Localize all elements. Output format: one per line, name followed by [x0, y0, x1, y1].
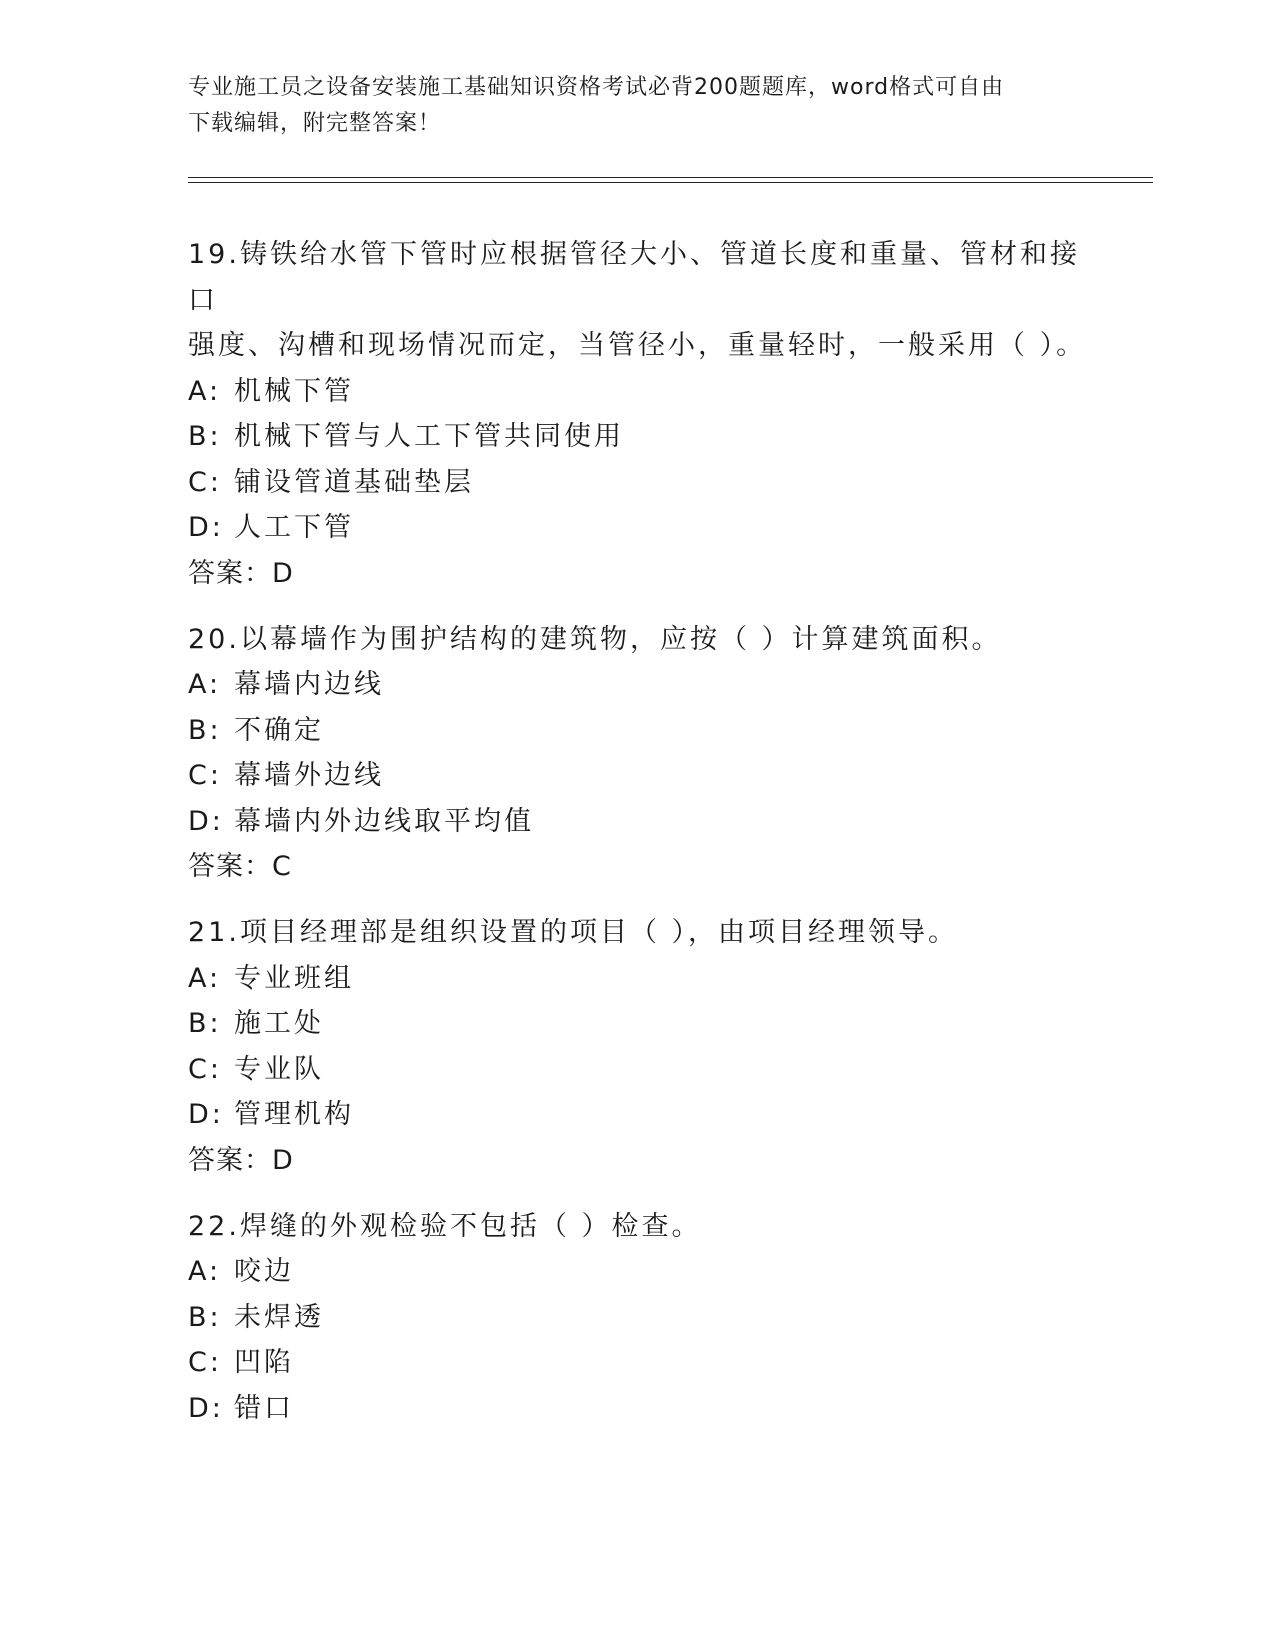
option-text: 专业班组: [234, 962, 354, 994]
option-text: 机械下管: [234, 375, 354, 407]
answer-label: 答案：D: [188, 1144, 294, 1176]
question-list: [188, 232, 1088, 1451]
option-text: 幕墙外边线: [234, 760, 384, 791]
option-text: 凹陷: [234, 1347, 294, 1378]
option-c: [188, 1340, 1088, 1386]
question-19: [188, 232, 1088, 597]
option-c: [188, 460, 1088, 506]
option-letter: D:: [188, 1392, 224, 1424]
question-20: [188, 617, 1088, 891]
option-text: 施工处: [234, 1008, 324, 1039]
question-stem-line: 22.焊缝的外观检验不包括（ ）检查。: [188, 1210, 702, 1242]
header-divider-bottom: [188, 182, 1153, 183]
option-letter: C:: [188, 466, 222, 498]
option-letter: B:: [188, 1008, 222, 1039]
question-22: [188, 1204, 1088, 1432]
option-letter: A:: [188, 1256, 222, 1287]
option-text: 人工下管: [234, 512, 354, 543]
answer-label: 答案：C: [188, 851, 292, 882]
option-d: [188, 799, 1088, 845]
option-letter: D:: [188, 805, 224, 837]
option-letter: D:: [188, 512, 224, 543]
option-letter: B:: [188, 1301, 222, 1333]
option-b: [188, 1001, 1088, 1047]
question-stem-line: 强度、沟槽和现场情况而定，当管径小，重量轻时，一般采用（ ）。: [188, 330, 1087, 361]
option-d: [188, 1386, 1088, 1432]
header-line-2: 下载编辑，附完整答案！: [188, 111, 442, 136]
option-text: 幕墙内边线: [234, 669, 384, 700]
option-letter: A:: [188, 962, 222, 994]
document-header: [188, 70, 1088, 142]
option-b: [188, 414, 1088, 460]
option-text: 不确定: [234, 714, 324, 746]
option-text: 幕墙内外边线取平均值: [234, 805, 534, 837]
option-letter: B:: [188, 714, 222, 746]
option-letter: A:: [188, 375, 222, 407]
option-letter: C:: [188, 760, 222, 791]
option-c: [188, 1047, 1088, 1093]
option-letter: C:: [188, 1347, 222, 1378]
option-a: [188, 369, 1088, 415]
option-a: [188, 662, 1088, 708]
option-a: [188, 956, 1088, 1002]
header-line-1: 专业施工员之设备安装施工基础知识资格考试必背200题题库，word格式可自由: [188, 75, 1005, 100]
option-b: [188, 708, 1088, 754]
option-c: [188, 753, 1088, 799]
option-letter: A:: [188, 669, 222, 700]
option-letter: D:: [188, 1099, 224, 1130]
option-text: 未焊透: [234, 1301, 324, 1333]
option-b: [188, 1295, 1088, 1341]
question-21: [188, 910, 1088, 1184]
option-letter: B:: [188, 421, 222, 452]
option-d: [188, 1092, 1088, 1138]
option-text: 铺设管道基础垫层: [234, 466, 474, 498]
header-divider-top: [188, 177, 1153, 178]
question-stem-line: 19.铸铁给水管下管时应根据管径大小、管道长度和重量、管材和接口: [188, 239, 1080, 316]
option-letter: C:: [188, 1053, 222, 1085]
question-stem-line: 20.以幕墙作为围护结构的建筑物，应按（ ）计算建筑面积。: [188, 623, 1002, 655]
option-a: [188, 1249, 1088, 1295]
question-stem-line: 21.项目经理部是组织设置的项目（ ），由项目经理领导。: [188, 917, 959, 948]
option-text: 机械下管与人工下管共同使用: [234, 421, 624, 452]
option-text: 管理机构: [234, 1099, 354, 1130]
option-text: 错口: [234, 1392, 294, 1424]
option-d: [188, 505, 1088, 551]
answer-label: 答案：D: [188, 557, 294, 589]
option-text: 咬边: [234, 1256, 294, 1287]
option-text: 专业队: [234, 1053, 324, 1085]
